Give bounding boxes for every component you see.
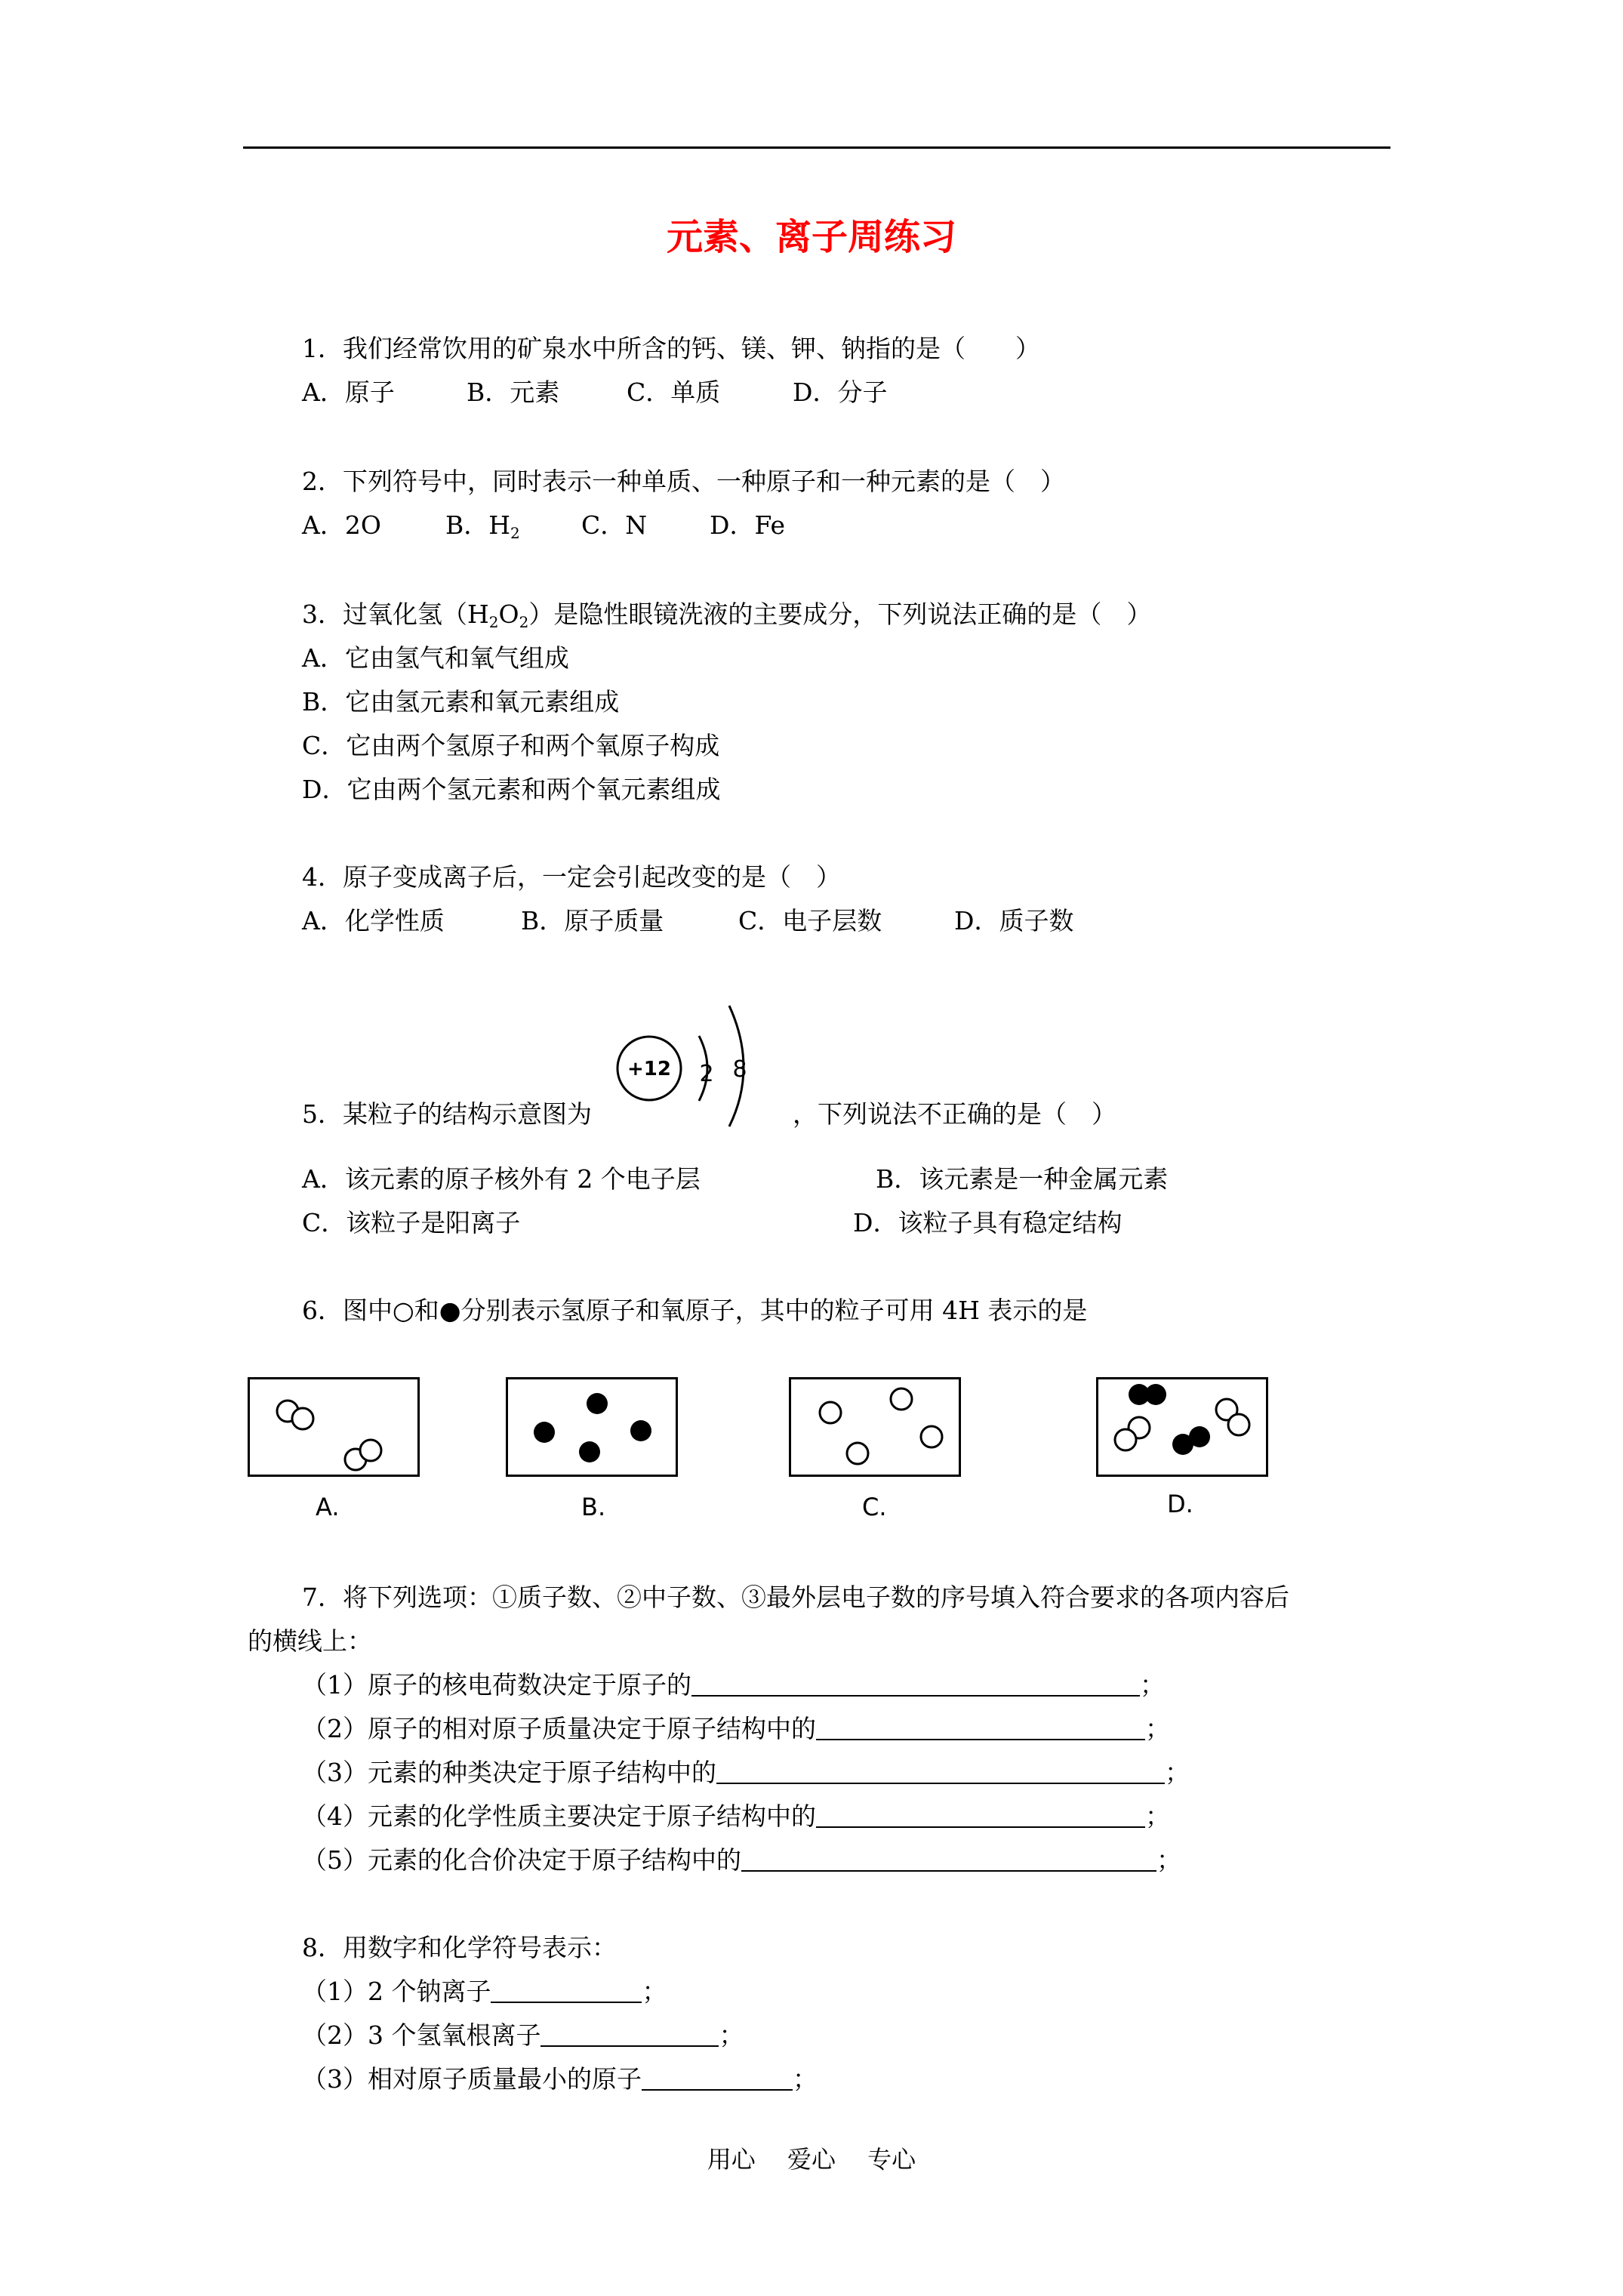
q7-blank-3[interactable] [716, 1760, 1165, 1784]
q3-option-c: C．它由两个氢原子和两个氧原子构成 [302, 731, 720, 760]
q1-option-d: D．分子 [793, 378, 888, 407]
q8-item-3 [302, 2063, 818, 2096]
q8-stem: 8．用数字和化学符号表示： [302, 1933, 617, 1962]
q3-sub1: 2 [488, 613, 499, 631]
q4-option-a: A．化学性质 [302, 906, 445, 935]
q7-item-2-text: （2）原子的相对原子质量决定于原子结构中的 [302, 1714, 816, 1743]
q3-stem-pre: 3．过氧化氢（H [302, 599, 489, 629]
q7-blank-2[interactable] [816, 1716, 1145, 1740]
q6-label-c: C. [862, 1493, 887, 1521]
q5-option-b: B．该元素是一种金属元素 [876, 1164, 1169, 1194]
header-rule [243, 146, 1390, 149]
q7-blank-5[interactable] [741, 1848, 1156, 1872]
q2-option-b-text: B．H [445, 510, 511, 540]
q7-item-1-text: （1）原子的核电荷数决定于原子的 [302, 1670, 691, 1700]
q7-item-2-end: ； [1145, 1714, 1170, 1743]
q6-box-b-particles [508, 1379, 676, 1475]
q1-option-c: C．单质 [627, 378, 721, 407]
q6-box-a-particles [250, 1379, 417, 1475]
q6-box-a [248, 1377, 420, 1477]
footer-word-2: 爱心 [787, 2145, 836, 2174]
q4-option-c: C．电子层数 [738, 906, 882, 935]
q7-item-3-text: （3）元素的种类决定于原子结构中的 [302, 1758, 716, 1787]
q5-option-d: D．该粒子具有稳定结构 [853, 1208, 1123, 1237]
q1-option-b: B．元素 [467, 378, 560, 407]
q6-label-b: B. [581, 1493, 606, 1521]
q3-stem-mid: O [498, 599, 519, 629]
q7-item-3 [302, 1756, 1190, 1789]
q8-item-1 [302, 1975, 667, 2008]
shell2-electrons: 8 [732, 1056, 747, 1083]
q8-item-3-text: （3）相对原子质量最小的原子 [302, 2064, 642, 2094]
q6-box-c [789, 1377, 961, 1477]
q8-item-2-end: ； [719, 2020, 744, 2050]
q5-option-c: C．该粒子是阳离子 [302, 1208, 521, 1237]
q6-box-b [506, 1377, 678, 1477]
q5-option-a: A．该元素的原子核外有 2 个电子层 [302, 1164, 701, 1194]
q1-stem: 1．我们经常饮用的矿泉水中所含的钙、镁、钾、钠指的是（ ） [302, 334, 1040, 363]
q7-blank-4[interactable] [816, 1804, 1145, 1828]
q3-stem-post: ）是隐性眼镜洗液的主要成分，下列说法正确的是（ ） [528, 599, 1152, 629]
q4-stem: 4．原子变成离子后，一定会引起改变的是（ ） [302, 862, 841, 892]
q2-option-c: C．N [581, 510, 648, 540]
q3-option-a: A．它由氢气和氧气组成 [302, 643, 569, 673]
q8-item-2-text: （2）3 个氢氧根离子 [302, 2020, 541, 2050]
q2-option-d: D．Fe [710, 510, 786, 540]
q8-blank-2[interactable] [540, 2023, 719, 2047]
q2-option-a: A．2O [302, 510, 381, 540]
q7-item-1 [302, 1669, 1165, 1702]
q8-blank-1[interactable] [491, 1979, 642, 2003]
q2-option-b-subscript: 2 [510, 524, 520, 542]
q6-box-d-particles [1098, 1379, 1266, 1475]
q2-stem: 2．下列符号中，同时表示一种单质、一种原子和一种元素的是（ ） [302, 467, 1065, 496]
q6-box-c-particles [791, 1379, 959, 1475]
q7-item-5-end: ； [1156, 1845, 1181, 1875]
nucleus-charge: +12 [627, 1058, 671, 1080]
q3-sub2: 2 [519, 613, 529, 631]
atomic-structure-diagram [610, 997, 776, 1133]
footer-word-3: 专心 [867, 2145, 916, 2174]
q1-option-a: A．原子 [302, 378, 395, 407]
q7-item-4-end: ； [1145, 1801, 1170, 1831]
q7-stem-line2: 的横线上： [248, 1626, 372, 1656]
q3-stem [302, 598, 1151, 631]
q7-item-2 [302, 1712, 1170, 1746]
q6-label-d: D. [1167, 1490, 1193, 1518]
q7-item-1-end: ； [1140, 1670, 1165, 1700]
q5-stem-pre: 5．某粒子的结构示意图为 [302, 1099, 592, 1129]
q6-box-d [1096, 1377, 1268, 1477]
q2-option-b [445, 509, 520, 542]
q8-item-1-text: （1）2 个钠离子 [302, 1977, 491, 2006]
q7-item-5-text: （5）元素的化合价决定于原子结构中的 [302, 1845, 741, 1875]
q8-item-3-end: ； [793, 2064, 818, 2094]
q3-option-b: B．它由氢元素和氧元素组成 [302, 687, 620, 717]
q7-item-5 [302, 1844, 1181, 1877]
shell1-electrons: 2 [699, 1061, 714, 1087]
q7-blank-1[interactable] [691, 1672, 1140, 1697]
q4-option-b: B．原子质量 [521, 906, 664, 935]
q8-blank-3[interactable] [642, 2066, 793, 2091]
q7-item-4 [302, 1800, 1170, 1833]
q3-option-d: D．它由两个氢元素和两个氧元素组成 [302, 775, 721, 804]
q6-stem: 6．图中○和●分别表示氢原子和氧原子，其中的粒子可用 4H 表示的是 [302, 1296, 1088, 1325]
page-title: 元素、离子周练习 [666, 216, 956, 258]
q4-option-d: D．质子数 [954, 906, 1074, 935]
q8-item-2 [302, 2019, 744, 2052]
q6-label-a: A. [316, 1493, 340, 1521]
page-footer [0, 2143, 1623, 2176]
q8-item-1-end: ； [642, 1977, 667, 2006]
q7-item-4-text: （4）元素的化学性质主要决定于原子结构中的 [302, 1801, 816, 1831]
footer-word-1: 用心 [707, 2145, 756, 2174]
q7-stem-line1: 7．将下列选项：①质子数、②中子数、③最外层电子数的序号填入符合要求的各项内容后 [302, 1583, 1289, 1612]
q7-item-3-end: ； [1165, 1758, 1190, 1787]
q5-stem-post: ，下列说法不正确的是（ ） [793, 1099, 1116, 1129]
